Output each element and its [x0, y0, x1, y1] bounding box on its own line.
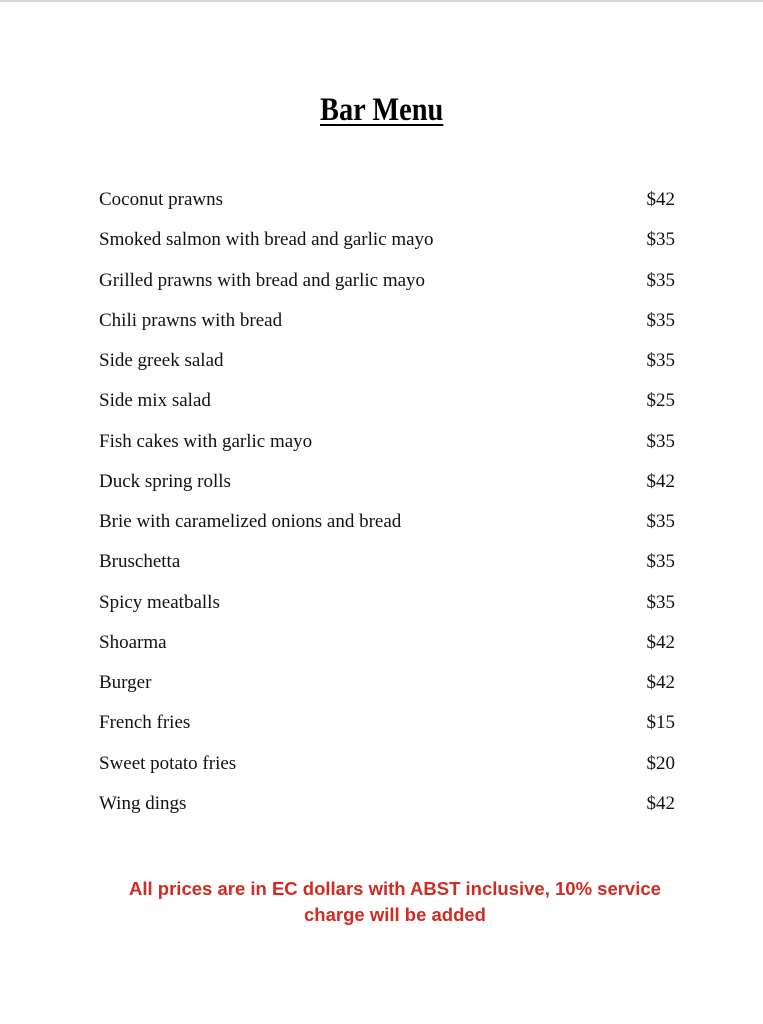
menu-item-price: $35	[646, 229, 675, 251]
menu-item-name: Wing dings	[99, 792, 187, 814]
menu-item	[99, 670, 675, 710]
menu-item-price: $35	[646, 511, 675, 532]
menu-item	[99, 630, 675, 670]
menu-item-name: Smoked salmon with bread and garlic mayo	[99, 229, 434, 251]
menu-item-name: Chili prawns with bread	[99, 309, 283, 331]
menu-item-price: $42	[646, 189, 675, 210]
menu-item-price: $35	[646, 551, 675, 573]
menu-item	[99, 590, 675, 630]
menu-item-name: Shoarma	[99, 631, 167, 653]
menu-item-name: French fries	[99, 712, 191, 734]
menu-item	[99, 388, 675, 428]
menu-item-price: $35	[646, 591, 675, 613]
menu-item-name: Bruschetta	[99, 551, 181, 573]
menu-item-name: Duck spring rolls	[99, 470, 231, 492]
menu-item-name: Spicy meatballs	[99, 591, 220, 613]
menu-item	[99, 187, 675, 227]
menu-item-name: Fish cakes with garlic mayo	[99, 430, 313, 452]
menu-item-price: $42	[646, 792, 675, 814]
menu-item	[99, 751, 675, 791]
page-title-text: Bar Menu	[319, 92, 444, 128]
menu-item	[99, 429, 675, 469]
menu-item-price: $20	[646, 752, 675, 774]
menu-item-price: $35	[646, 350, 675, 371]
menu-item-name: Burger	[99, 672, 152, 693]
menu-item-price: $42	[646, 672, 675, 693]
menu-item-price: $25	[646, 390, 675, 412]
menu-item	[99, 710, 675, 750]
menu-item-price: $35	[646, 430, 675, 452]
menu-item-name: Coconut prawns	[99, 189, 224, 210]
menu-item	[99, 227, 675, 267]
menu-item-price: $15	[646, 712, 675, 734]
menu-item	[99, 348, 675, 388]
menu-item-name: Sweet potato fries	[99, 752, 237, 774]
menu-item	[99, 308, 675, 348]
menu-item-name: Grilled prawns with bread and garlic mayo	[99, 269, 426, 291]
menu-item	[99, 549, 675, 589]
menu-item-price: $35	[646, 309, 675, 331]
menu-item-name: Side mix salad	[99, 390, 211, 412]
page-title	[0, 92, 763, 129]
menu-item-price: $42	[646, 631, 675, 653]
price-note: All prices are in EC dollars with ABST inclusive, 10% service charge will be added	[129, 878, 661, 925]
menu-item-price: $42	[646, 470, 675, 492]
menu-item-name: Side greek salad	[99, 350, 224, 371]
menu-item-price: $35	[646, 269, 675, 291]
menu-item	[99, 469, 675, 509]
menu-item-name: Brie with caramelized onions and bread	[99, 511, 402, 532]
menu-item	[99, 268, 675, 308]
menu-list	[99, 187, 675, 831]
top-border	[0, 0, 763, 2]
menu-item	[99, 509, 675, 549]
menu-item	[99, 791, 675, 831]
